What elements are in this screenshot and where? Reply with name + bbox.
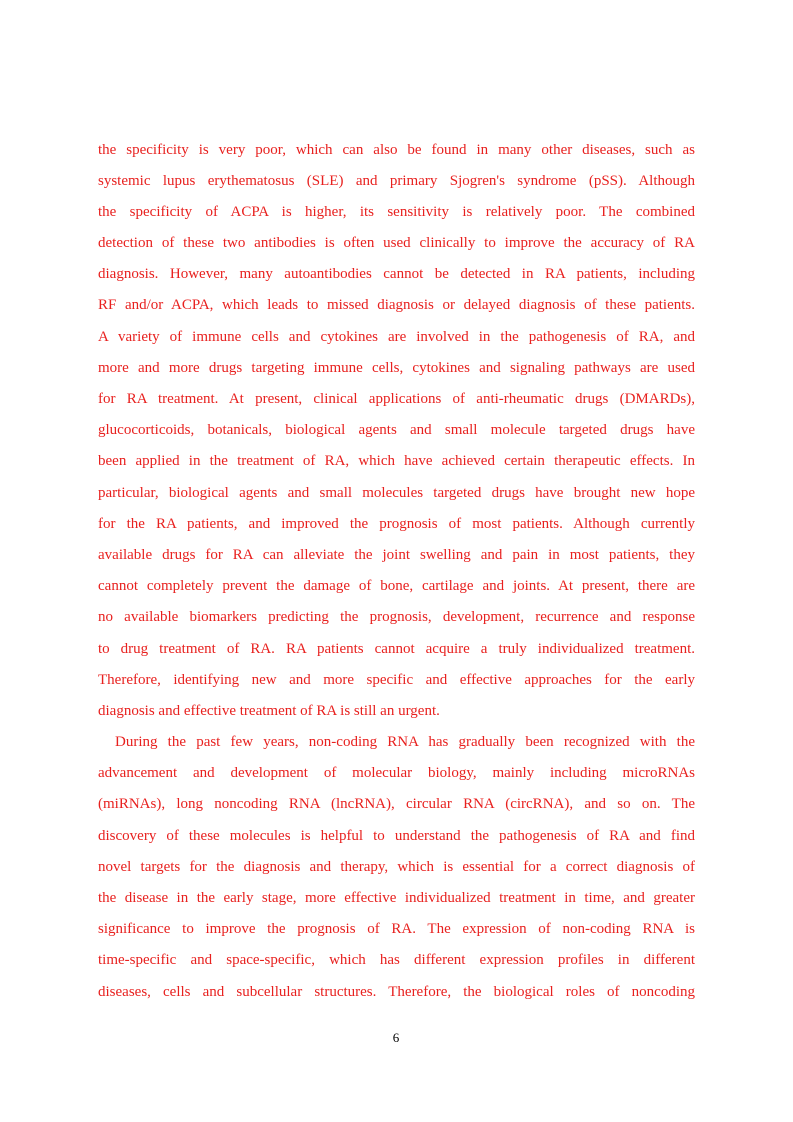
paragraph-2-line-3: (miRNAs), long noncoding RNA (lncRNA), circular RNA (circRNA), and so on. The bbox=[98, 796, 695, 812]
paragraph-1-line-16: no available biomarkers predicting the prognosis, development, recurrence and response bbox=[98, 609, 695, 625]
paragraph-1-line-3: the specificity of ACPA is higher, its sensitivity is relatively poor. The combined bbox=[98, 204, 695, 220]
paragraph-1-line-17: to drug treatment of RA. RA patients cannot acquire a truly individualized treatment. bbox=[98, 641, 695, 657]
paragraph-1-line-9: for RA treatment. At present, clinical applications of anti-rheumatic drugs (DMARDs), bbox=[98, 391, 695, 407]
paragraph-2-line-1: During the past few years, non-coding RNA has gradually been recognized with the bbox=[115, 734, 695, 750]
paragraph-1-line-10: glucocorticoids, botanicals, biological agents and small molecule targeted drugs have bbox=[98, 422, 695, 438]
paragraph-1-line-8: more and more drugs targeting immune cells, cytokines and signaling pathways are used bbox=[98, 360, 695, 376]
paragraph-2-line-5: novel targets for the diagnosis and therapy, which is essential for a correct diagnosis of bbox=[98, 859, 695, 875]
paragraph-1-line-6: RF and/or ACPA, which leads to missed diagnosis or delayed diagnosis of these patients. bbox=[98, 297, 695, 313]
paragraph-1-line-12: particular, biological agents and small molecules targeted drugs have brought new hope bbox=[98, 485, 695, 501]
paragraph-1-line-7: A variety of immune cells and cytokines are involved in the pathogenesis of RA, and bbox=[98, 329, 695, 345]
paragraph-1-line-11: been applied in the treatment of RA, which have achieved certain therapeutic effects. In bbox=[98, 453, 695, 469]
paragraph-2-line-2: advancement and development of molecular biology, mainly including microRNAs bbox=[98, 765, 695, 781]
paragraph-1-line-15: cannot completely prevent the damage of bone, cartilage and joints. At present, there are bbox=[98, 578, 695, 594]
page-number: 6 bbox=[392, 1030, 400, 1045]
paragraph-2-line-8: time-specific and space-specific, which has different expression profiles in different bbox=[98, 952, 695, 968]
paragraph-1-line-19: diagnosis and effective treatment of RA is still an urgent. bbox=[98, 703, 440, 719]
paragraph-1-line-2: systemic lupus erythematosus (SLE) and primary Sjogren's syndrome (pSS). Although bbox=[98, 173, 695, 189]
paragraph-2-line-6: the disease in the early stage, more effective individualized treatment in time, and greater bbox=[98, 890, 695, 906]
paragraph-2-line-4: discovery of these molecules is helpful to understand the pathogenesis of RA and find bbox=[98, 828, 695, 844]
paragraph-1-line-18: Therefore, identifying new and more specific and effective approaches for the early bbox=[98, 672, 695, 688]
paragraph-1-line-5: diagnosis. However, many autoantibodies cannot be detected in RA patients, including bbox=[98, 266, 695, 282]
paragraph-1-line-4: detection of these two antibodies is often used clinically to improve the accuracy of RA bbox=[98, 235, 695, 251]
paragraph-1-line-13: for the RA patients, and improved the prognosis of most patients. Although currently bbox=[98, 516, 695, 532]
paragraph-2-line-7: significance to improve the prognosis of RA. The expression of non-coding RNA is bbox=[98, 921, 695, 937]
paragraph-2-line-9: diseases, cells and subcellular structures. Therefore, the biological roles of noncoding bbox=[98, 984, 695, 1000]
paragraph-1-line-14: available drugs for RA can alleviate the joint swelling and pain in most patients, they bbox=[98, 547, 695, 563]
paragraph-1-line-1: the specificity is very poor, which can also be found in many other diseases, such as bbox=[98, 142, 695, 158]
